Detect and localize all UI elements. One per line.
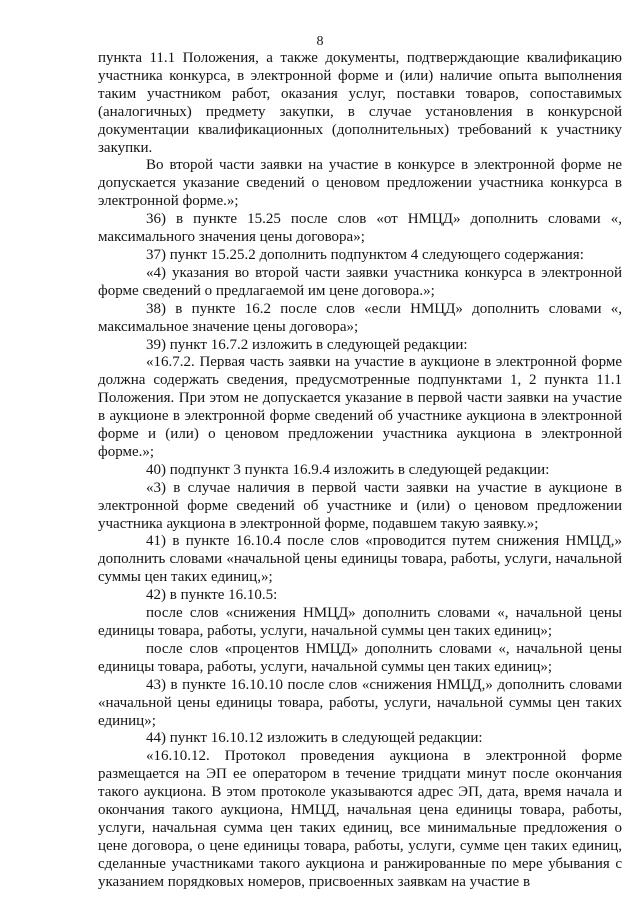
paragraph-continuation: пункта 11.1 Положения, а также документы, подтверждающие квалификацию участника конкурса, в электронной форме и (или) наличие опыта выполнения таким участником работ, оказания услуг, поставки товаров, сопоставимых (аналогичных) предмету закупки, в случае установления в конкурсной документации квалификационных (дополнительных) требований к участнику закупки. — [98, 50, 622, 156]
paragraph-item-40: 40) подпункт 3 пункта 16.9.4 изложить в следующей редакции: — [146, 461, 550, 478]
page-number: 8 — [316, 34, 324, 49]
paragraph-item-42: 42) в пункте 16.10.5: — [146, 587, 278, 604]
paragraph-quote: «16.10.12. Протокол проведения аукциона в электронной форме размещается на ЭП ее оператором в течение тридцати минут после окончания такого аукциона. В этом протоколе указываются адрес ЭП, дата, время начала и окончания такого аукциона, НМЦД, начальная цена единицы товара, работы, услуги, начальная сумма цен таких единиц, все минимальные предложения о цене договора, о цене единицы товара, работы, услуги, сумме цен таких единиц, сделанные участниками такого аукциона и ранжированные по мере убывания с указанием порядковых номеров, присвоенных заявкам на участие в — [98, 748, 622, 890]
paragraph: Во второй части заявки на участие в конкурсе в электронной форме не допускается указание сведений о ценовом предложении участника конкурса в электронной форме.»; — [98, 157, 622, 210]
paragraph-subitem: после слов «процентов НМЦД» дополнить словами «, начальной цены единицы товара, работы, услуги, начальной суммы цен таких единиц»; — [98, 640, 622, 675]
paragraph-quote: «16.7.2. Первая часть заявки на участие в аукционе в электронной форме должна содержать сведения, предусмотренные подпунктами 1, 2 пункта 11.1 Положения. При этом не допускается указание в первой части заявки на участие в аукционе в электронной форме сведений об участнике аукциона в электронной форме и (или) о ценовом предложении участника аукциона в электронной форме.»; — [98, 354, 622, 460]
paragraph-item-37: 37) пункт 15.25.2 дополнить подпунктом 4 следующего содержания: — [146, 246, 584, 263]
paragraph-item-43: 43) в пункте 16.10.10 после слов «снижения НМЦД,» дополнить словами «начальной цены единицы товара, работы, услуги, начальной суммы цен таких единиц»; — [98, 676, 622, 729]
paragraph-item-44: 44) пункт 16.10.12 изложить в следующей редакции: — [146, 730, 483, 747]
paragraph-item-41: 41) в пункте 16.10.4 после слов «проводится путем снижения НМЦД,» дополнить словами «начальной цены единицы товара, работы, услуги, начальной суммы цен таких единиц,»; — [98, 533, 622, 586]
paragraph-item-39: 39) пункт 16.7.2 изложить в следующей редакции: — [146, 336, 468, 353]
paragraph-subitem: после слов «снижения НМЦД» дополнить словами «, начальной цены единицы товара, работы, услуги, начальной суммы цен таких единиц»; — [98, 605, 622, 639]
paragraph-quote: «4) указания во второй части заявки участника конкурса в электронной форме сведений о предлагаемой им цене договора.»; — [98, 264, 622, 299]
document-body — [98, 50, 622, 892]
paragraph-item-36: 36) в пункте 15.25 после слов «от НМЦД» дополнить словами «, максимального значения цены договора»; — [98, 211, 622, 246]
paragraph-item-38: 38) в пункте 16.2 после слов «если НМЦД» дополнить словами «, максимальное значение цены договора»; — [98, 300, 622, 335]
paragraph-quote: «3) в случае наличия в первой части заявки на участие в аукционе в электронной форме сведений об участнике и (или) о ценовом предложении участника аукциона в электронной форме, подавшем такую заявку.»; — [98, 479, 622, 532]
